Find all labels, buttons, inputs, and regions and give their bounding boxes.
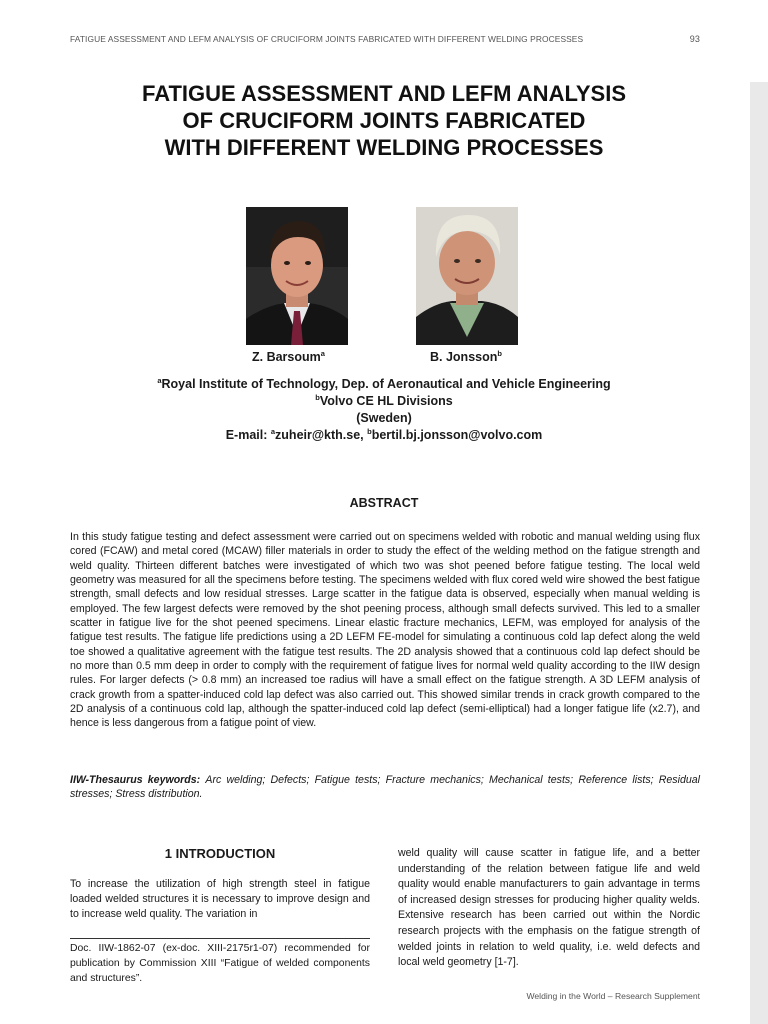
title-line-2: OF CRUCIFORM JOINTS FABRICATED [182, 108, 586, 133]
abstract-body: In this study fatigue testing and defect assessment were carried out on specimens welded with robotic and manual welding using flux cored (FCAW) and metal cored (MCAW) filler materials in order to study the effect of the welding method on the fatigue strength and weld quality. Thirteen different batches were investigated of which two was shot peened before fatigue testing. The local weld geometry was measured for all the specimens before testing. The specimens welded with flux cored weld wire showed the best fatigue strength, small defects and low residual stresses. Large scatter in the fatigue data is observed, especially when manual welding is employed. The few largest defects were removed by the shot peening process, although small defects survived. This led to a smaller scatter in fatigue live for the shot peened specimens. Linear elastic fracture mechanics, LEFM, was employed for analysis of the fatigue test results. The fatigue life predictions using a 2D LEFM FE-model for simulating a continuous cold lap defect along the weld toe showed a qualitative agreement with the fatigue test results. The 2D analysis showed that a continuous cold lap defect should be no more than 0.5 mm deep in order to comply with the requirement of fatigue lives for normal weld quality according to the IIW design rules. For larger defects (> 0.8 mm) an increased toe radius will have a small effect on the fatigue strength. A 3D LEFM analysis of crack growth from a spatter-induced cold lap defect was also carried out. This showed similar trends in crack growth compared to the 2D analysis of a continuous cold lap, although the spatter-induced cold lap defect (semi-elliptical) had a longer fatigue life (x2.7), and hence is less dangerous from a fatigue point of view. [70, 531, 700, 730]
introduction-right-body: weld quality will cause scatter in fatigue life, and a better understanding of the relation between fatigue life and weld quality would enable manufacturers to gain advantage in terms of increased design stresses for producing higher quality welds. Extensive research has been carried out within the Nordic research projects with the emphasis on the fatigue strength of welded joints in relation to weld quality, i.e. weld defects and local weld geometry [1-7]. [398, 847, 700, 969]
affiliation-line-2: $^b$Volvo CE HL Divisions [315, 392, 453, 408]
email-link-barsoum[interactable]: zuheir@kth.se, [275, 428, 368, 442]
page-number: 93 [689, 34, 700, 44]
keywords-label: IIW-Thesaurus keywords: [70, 774, 201, 786]
introduction-heading: 1 INTRODUCTION [164, 846, 276, 861]
author-photo-jonsson [416, 207, 518, 345]
title-line-1: FATIGUE ASSESSMENT AND LEFM ANALYSIS [141, 81, 627, 106]
keywords-list: Arc welding; Defects; Fatigue tests; Fracture mechanics; Mechanical tests; Reference lists; Residual stresses; Stress distribution. [70, 774, 700, 801]
title-line-3: WITH DIFFERENT WELDING PROCESSES [164, 135, 604, 160]
running-footer: Welding in the World – Research Supplement [526, 991, 700, 1001]
author-name-barsoum: Z. Barsoum$^a$ [252, 348, 325, 364]
side-bar [750, 82, 768, 1024]
author-photo-barsoum [246, 207, 348, 345]
running-title: FATIGUE ASSESSMENT AND LEFM ANALYSIS OF CRUCIFORM JOINTS FABRICATED WITH DIFFERENT WELDING PROCESSES [70, 34, 584, 44]
email-link-jonsson[interactable]: bertil.bj.jonsson@volvo.com [371, 428, 543, 442]
affiliation-line-3: (Sweden) [356, 411, 412, 425]
affiliation-line-1: $^a$Royal Institute of Technology, Dep. of Aeronautical and Vehicle Engineering [157, 375, 611, 391]
author-name-jonsson: B. Jonsson$^b$ [430, 348, 502, 364]
affiliations [60, 376, 708, 444]
footnote-divider [70, 938, 370, 939]
keywords [70, 773, 700, 802]
footnote: Doc. IIW-1862-07 (ex-doc. XIII-2175r1-07) recommended for publication by Commission XIII “Fatigue of welded components and structures”. [70, 943, 370, 985]
abstract-heading: ABSTRACT [349, 496, 419, 510]
running-header [70, 34, 700, 44]
introduction-left-body: To increase the utilization of high strength steel in fatigue loaded welded structures it is necessary to improve design and to increase weld quality. The variation in [70, 878, 370, 921]
email-line: E-mail: $^a$zuheir@kth.se, $^b$bertil.bj.jonsson@volvo.com [225, 426, 543, 442]
paper-title [60, 80, 708, 161]
